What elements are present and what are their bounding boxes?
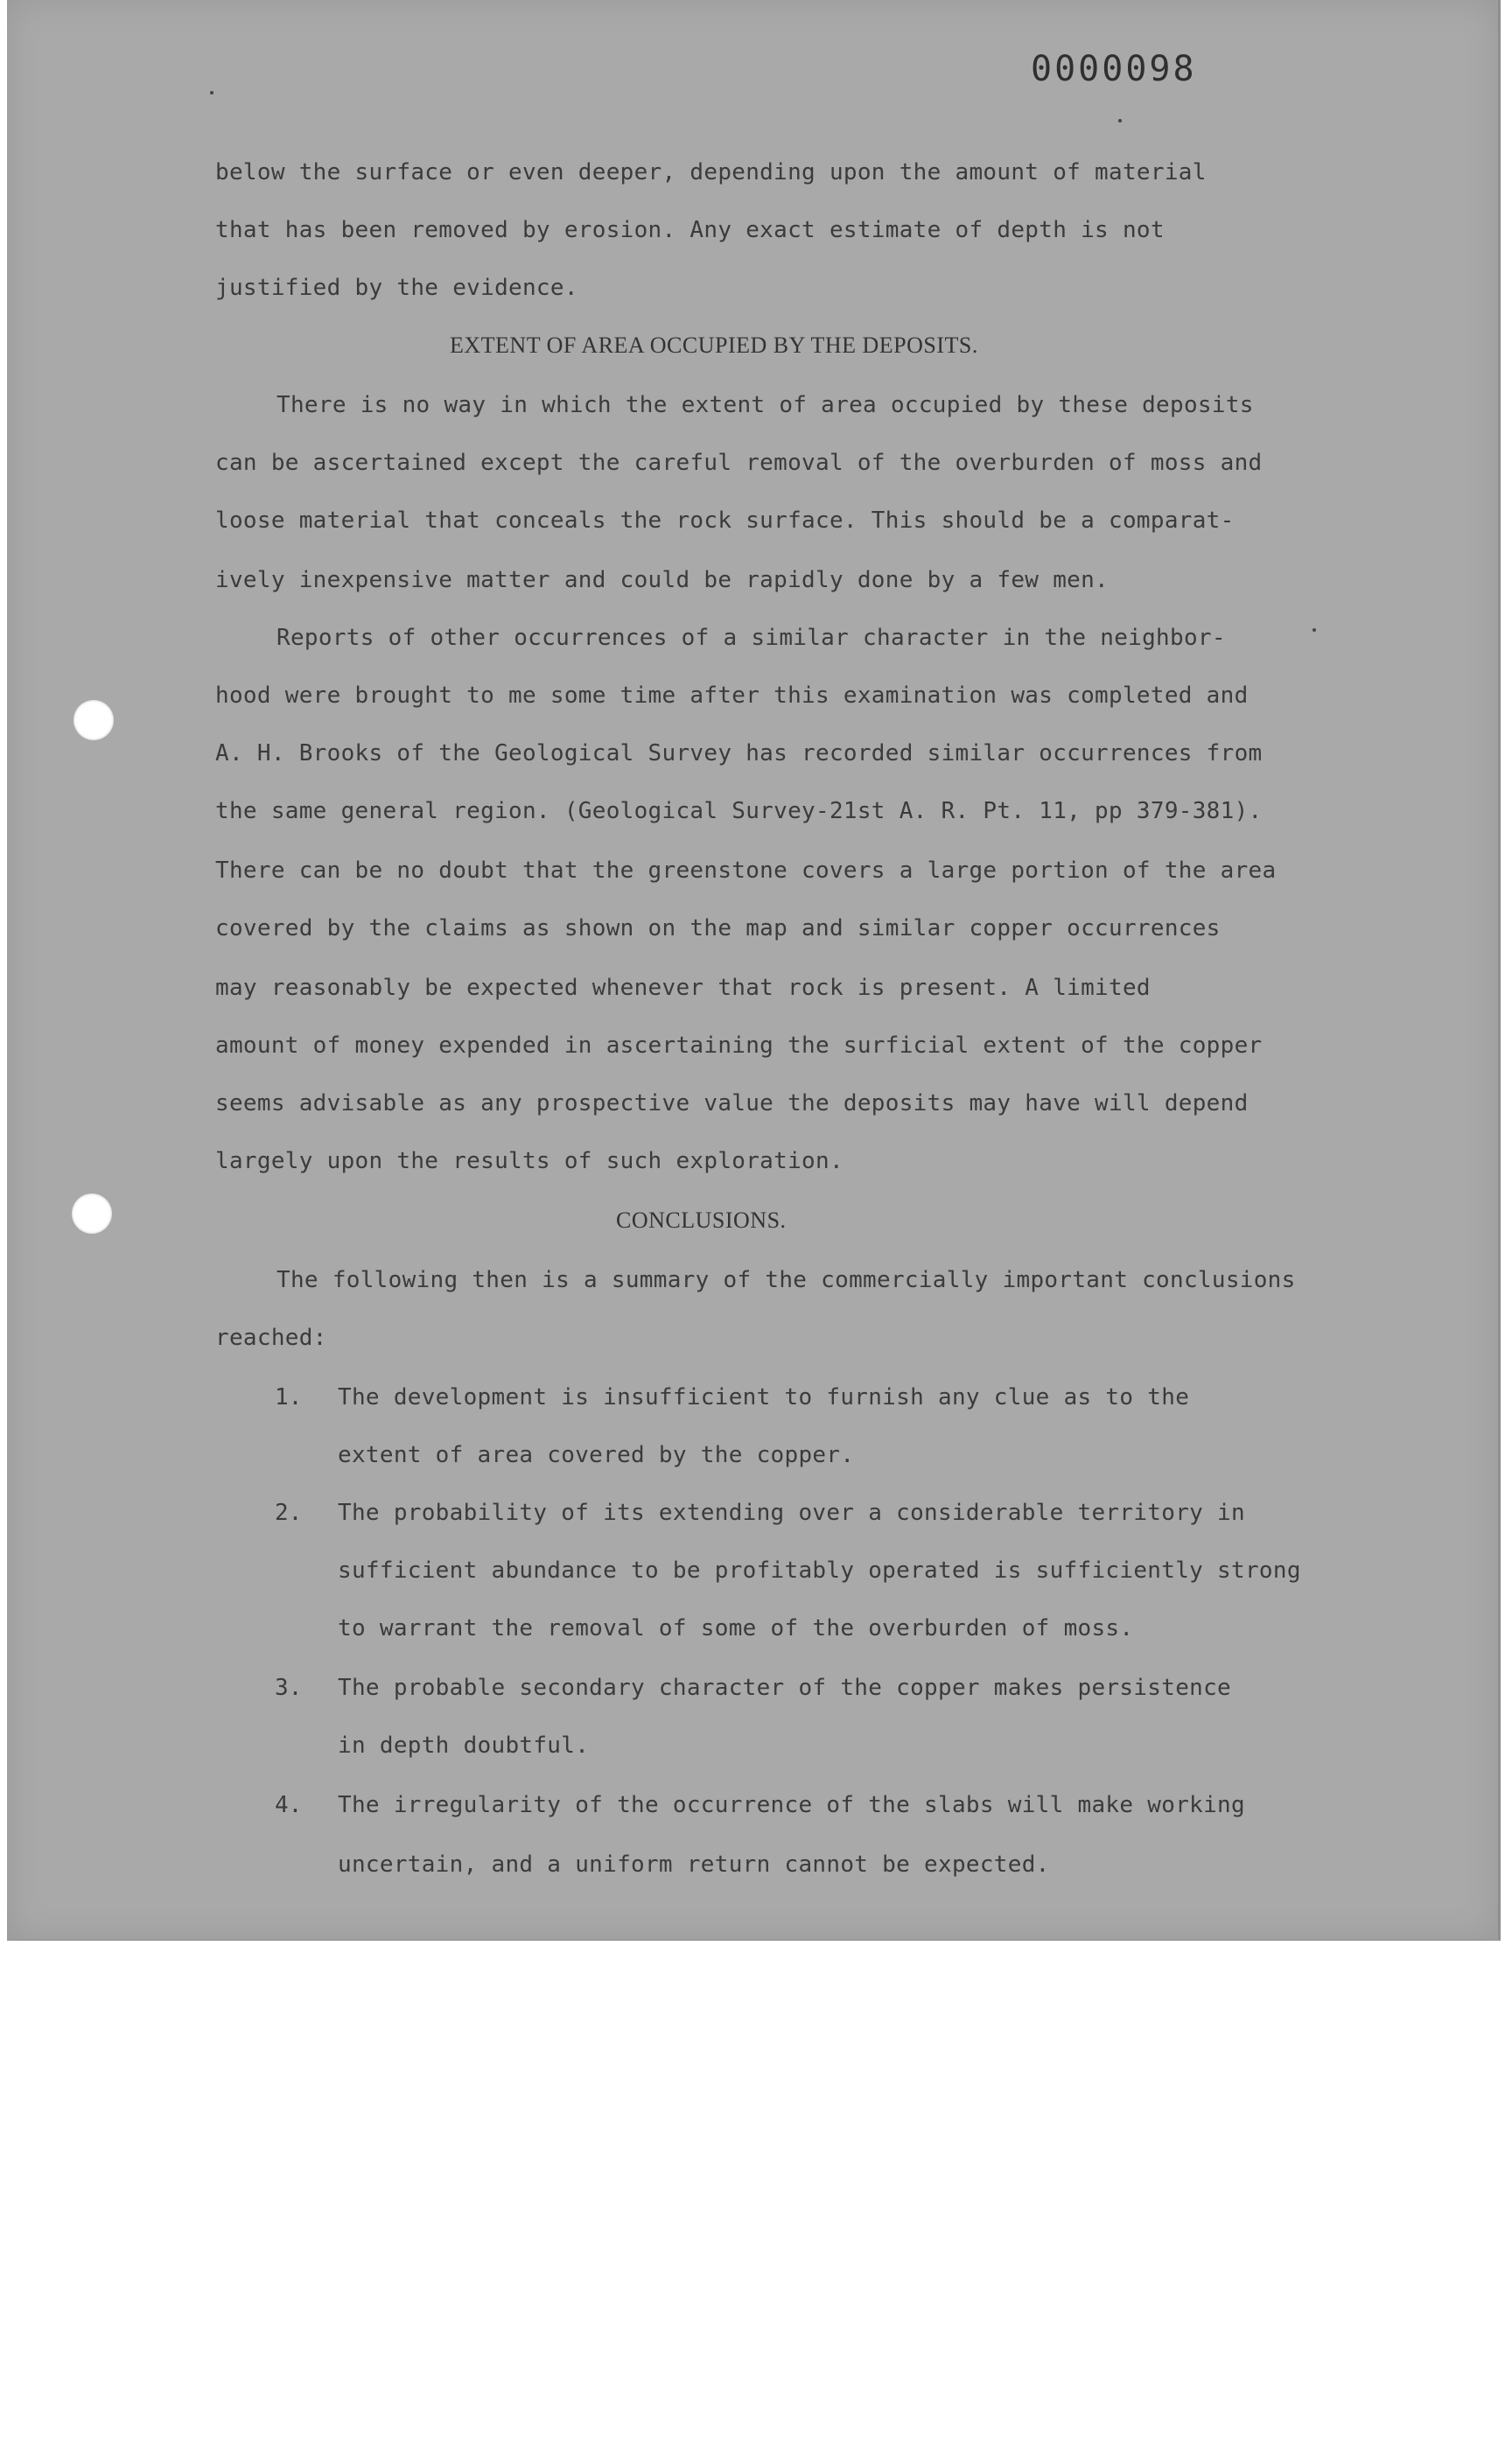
intro-line: that has been removed by erosion. Any exact estimate of depth is not [215,217,1165,243]
scanned-page [7,0,1501,1941]
list-item-line: extent of area covered by the copper. [338,1442,855,1468]
list-item-number: 3. [275,1675,303,1701]
paragraph-line: covered by the claims as shown on the map and similar copper occurrences [215,915,1221,942]
conclusions-intro-line: reached: [215,1325,327,1351]
ink-speck [1118,119,1122,122]
page-number: 0000098 [1031,49,1197,89]
paragraph-line: the same general region. (Geological Survey-21st A. R. Pt. 11, pp 379-381). [215,798,1263,824]
paragraph-line: There is no way in which the extent of area occupied by these deposits [276,392,1254,418]
list-item-number: 4. [275,1792,303,1818]
paragraph-line: largely upon the results of such exploration. [215,1148,844,1174]
paragraph-line: loose material that conceals the rock surface. This should be a comparat- [215,508,1235,534]
list-item-line: The probable secondary character of the copper makes persistence [338,1675,1232,1701]
list-item-number: 2. [275,1500,303,1526]
paragraph-line: seems advisable as any prospective value the deposits may have will depend [215,1090,1249,1116]
paragraph-line: can be ascertained except the careful removal of the overburden of moss and [215,450,1263,476]
paragraph-line: There can be no doubt that the greenstone covers a large portion of the area [215,858,1277,884]
list-item-line: uncertain, and a uniform return cannot be expected. [338,1852,1050,1878]
punch-hole-lower [72,1194,112,1234]
conclusions-intro-line: The following then is a summary of the commercially important conclusions [276,1267,1296,1293]
intro-line: below the surface or even deeper, depending upon the amount of material [215,159,1207,186]
paragraph-line: Reports of other occurrences of a similar character in the neighbor- [276,625,1226,651]
section-heading-conclusions: CONCLUSIONS. [616,1208,787,1233]
list-item-line: sufficient abundance to be profitably operated is sufficiently strong [338,1558,1301,1584]
paragraph-line: hood were brought to me some time after this examination was completed and [215,682,1249,709]
list-item-line: The irregularity of the occurrence of the slabs will make working [338,1792,1245,1818]
section-heading-extent: EXTENT OF AREA OCCUPIED BY THE DEPOSITS. [450,332,978,358]
paragraph-line: ively inexpensive matter and could be rapidly done by a few men. [215,567,1110,593]
paragraph-line: A. H. Brooks of the Geological Survey has recorded similar occurrences from [215,740,1263,766]
list-item-number: 1. [275,1384,303,1410]
list-item-line: The probability of its extending over a considerable territory in [338,1500,1245,1526]
punch-hole-upper [74,700,114,740]
intro-line: justified by the evidence. [215,275,578,301]
list-item-line: to warrant the removal of some of the overburden of moss. [338,1615,1134,1642]
ink-speck [1312,628,1316,632]
list-item-line: in depth doubtful. [338,1732,590,1759]
ink-speck [210,91,214,94]
list-item-line: The development is insufficient to furnish any clue as to the [338,1384,1190,1410]
paragraph-line: amount of money expended in ascertaining the surficial extent of the copper [215,1032,1263,1059]
paragraph-line: may reasonably be expected whenever that rock is present. A limited [215,975,1151,1001]
